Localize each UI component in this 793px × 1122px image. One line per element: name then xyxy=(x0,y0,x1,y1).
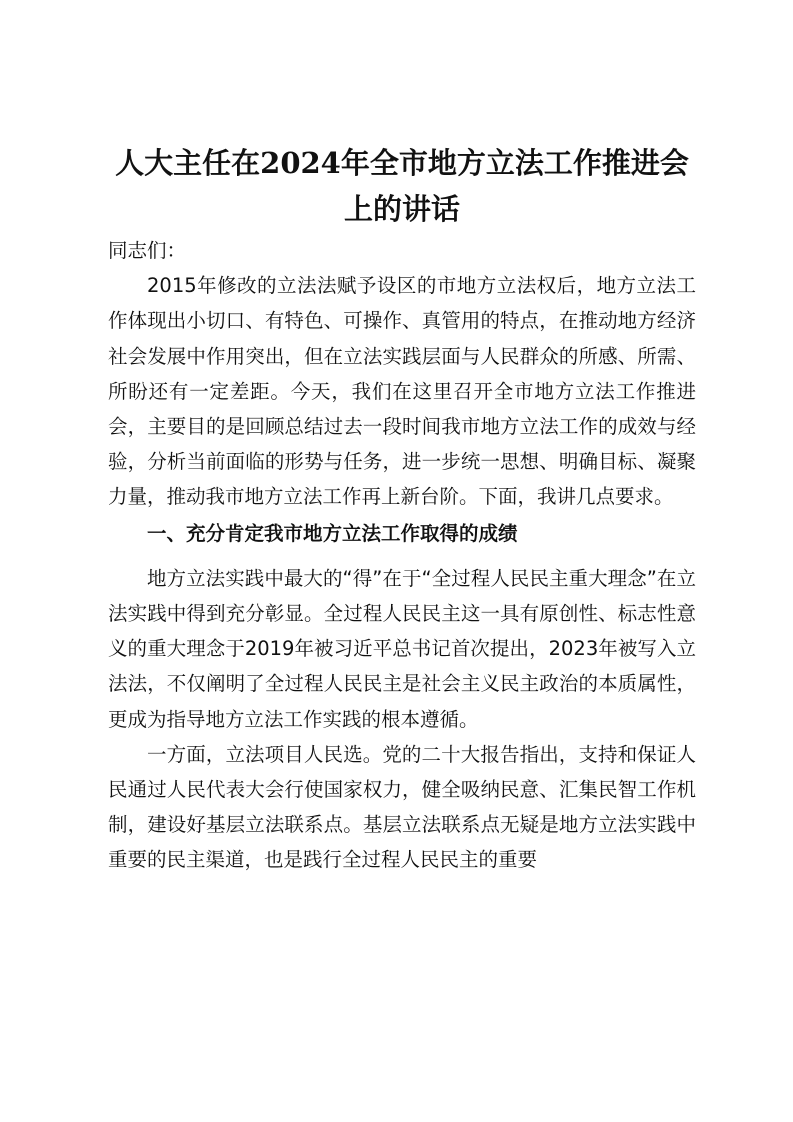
intro-paragraph: 2015年修改的立法法赋予设区的市地方立法权后，地方立法工作体现出小切口、有特色、可操作、真管用的特点，在推动地方经济社会发展中作用突出，但在立法实践层面与人民群众的所感、所需、所盼还有一定差距。今天，我们在这里召开全市地方立法工作推进会，主要目的是回顾总结过去一段时间我市地方立法工作的成效与经验，分析当前面临的形势与任务，进一步统一思想、明确目标、凝聚力量，推动我市地方立法工作再上新台阶。下面，我讲几点要求。 xyxy=(108,274,696,509)
section-paragraph-1: 地方立法实践中最大的“得”在于“全过程人民民主重大理念”在立法实践中得到充分彰显。全过程人民民主这一具有原创性、标志性意义的重大理念于2019年被习近平总书记首次提出，2023年被写入立法法，不仅阐明了全过程人民民主是社会主义民主政治的本质属性，更成为指导地方立法工作实践的根本遵循。 xyxy=(108,566,696,731)
document-content xyxy=(108,140,696,878)
section-paragraph-2: 一方面，立法项目人民选。党的二十大报告指出，支持和保证人民通过人民代表大会行使国家权力，健全吸纳民意、汇集民智工作机制，建设好基层立法联系点。基层立法联系点无疑是地方立法实践中重要的民主渠道，也是践行全过程人民民主的重要 xyxy=(108,742,696,872)
section-heading: 一、充分肯定我市地方立法工作取得的成绩 xyxy=(147,521,518,545)
document-body xyxy=(108,233,696,878)
salutation: 同志们： xyxy=(108,239,187,262)
document-title: 人大主任在2024年全市地方立法工作推进会上的讲话 xyxy=(115,146,689,226)
